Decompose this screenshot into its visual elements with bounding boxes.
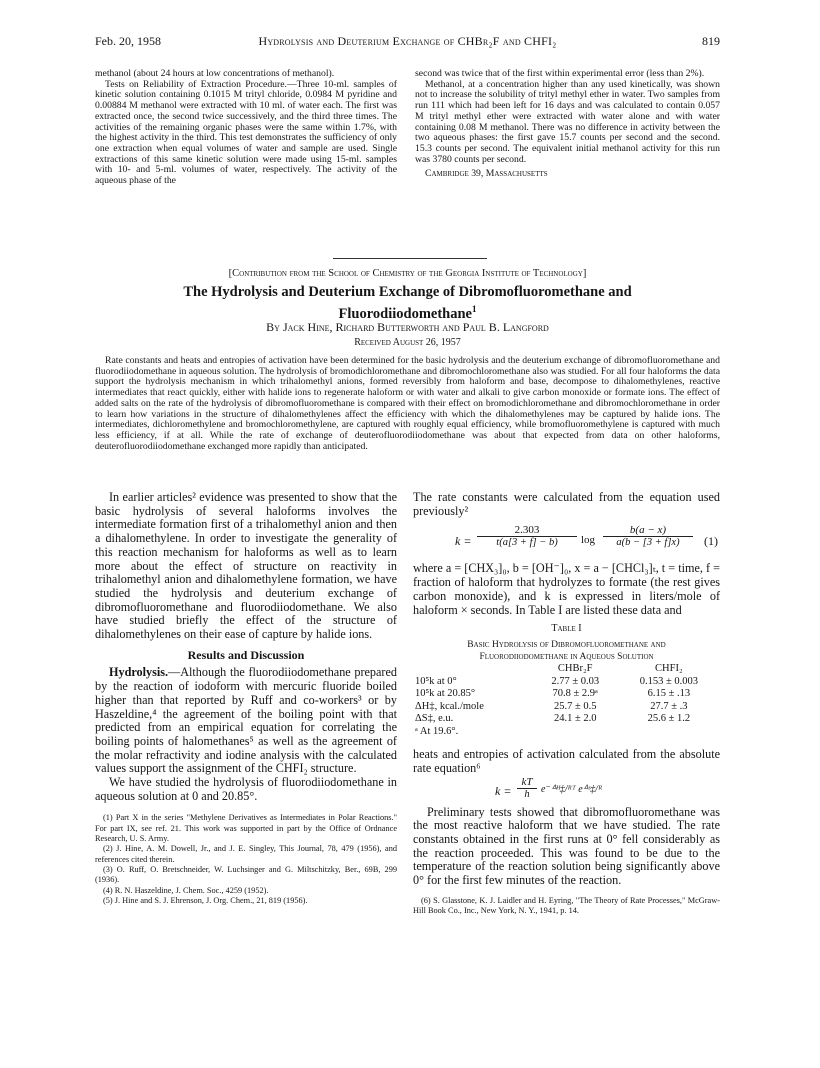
eq1-fraction-1 — [477, 524, 577, 548]
table-cell: 25.7 ± 0.5 — [553, 700, 597, 712]
footnote-3: (3) O. Ruff, O. Bretschneider, W. Luchsinger and G. Miltschitzky, Ber., 69B, 299 (1936). — [95, 864, 397, 885]
eq1-fraction-2 — [603, 524, 693, 548]
article-title — [95, 284, 720, 323]
intro-paragraph: In earlier articles² evidence was presented to show that the basic hydrolysis of several haloforms involves the intermediate formation first of a trihalomethyl anion and then a dihalomethylene. In order to investigate the generality of this reaction mechanism for haloforms as well as to learn more about the effect of structure on reactivity in trihalomethyl anion and dihalomethylene formation, we have studied the hydrolysis and deuterium exchange of dibromofluoromethane and fluorodiiodomethane. We also have studied briefly the effect of the structure of dihalomethylenes on their ease of capture by halide ions. — [95, 490, 397, 642]
eq2-denominator: h — [524, 788, 530, 800]
prev-right-para-1: second was twice that of the first within experimental error (less than 2%). — [415, 68, 705, 79]
hydrolysis-paragraph: —Although the fluorodiiodomethane prepared by the reaction of iodoform with mercuric fluoride boiled higher than that reported by Ruff and co-workers³ or by Haszeldine,⁴ the agreement of the boiling point with that predicted from an empirical equation for correlating the boiling points of halomethanes⁵ as well as the agreement of the molar refractivity and iodine analysis with the calculated values support the assignment of the CHFI₂ structure. — [95, 665, 397, 776]
table-cell: 70.8 ± 2.9ᵃ — [552, 688, 598, 700]
body-right-column — [413, 491, 720, 916]
table-title: Table I — [551, 623, 582, 635]
prev-right-para-2: Methanol, at a concentration higher than any used kinetically, was shown not to increase the solubility of trityl methyl ether in water. Two samples from run 111 which had been left for 16 days and was calculated to contain 0.057 M trityl methyl ether were extracted with water alone and with water containing 0.08 M methanol. There was no difference in activity between the two aqueous phases: the first gave 15.7 counts per second and the second. 15.3 counts per second. The equivalent initial methanol activity for this run was 3780 counts per second. — [415, 78, 720, 165]
table-footnote-row — [413, 726, 720, 739]
table-row — [413, 713, 720, 726]
equation-1 — [413, 522, 720, 562]
received-date: Received August 26, 1957 — [354, 337, 461, 348]
table-header-row — [413, 663, 720, 676]
eq2-numerator: kT — [517, 776, 537, 789]
running-header — [95, 34, 720, 50]
heats-paragraph: heats and entropies of activation calculated from the absolute rate equation⁶ — [413, 747, 720, 775]
eq1-denominator-2: a(b − [3 + f]x) — [616, 537, 680, 549]
eq2-exponential: e⁻ᐞᴴ‡/ᴿᵀ eᐞˢ‡/ᴿ — [541, 783, 603, 795]
eq2-fraction — [517, 776, 537, 800]
table-cell: 24.1 ± 2.0 — [553, 713, 597, 725]
footnote-1: (1) Part X in the series "Methylene Derivatives as Intermediates in Polar Reactions." For part IX, see ref. 21. This work was supported in part by the Office of Ordnance Research, U. S. Army. — [95, 813, 397, 844]
header-page-number: 819 — [702, 34, 720, 48]
table-row — [413, 676, 720, 689]
table-cell: 6.15 ± .13 — [647, 688, 691, 700]
eq1-label: (1) — [704, 534, 718, 549]
equation-2 — [413, 776, 720, 806]
header-date: Feb. 20, 1958 — [95, 34, 161, 48]
author-line: By Jack Hine, Richard Butterworth and Paul B. Langford — [266, 320, 549, 334]
prev-left-para-2: Tests on Reliability of Extraction Procedure.—Three 10-ml. samples of kinetic solution containing 0.1015 M trityl chloride, 0.0984 M pyridine and 0.00884 M methanol were extracted with 10 ml. of water each. The first was extracted once, the second twice successively, and the third three times. The activities of the remaining organic phases were the same within 1.7%, with the highest activity in the third. This test demonstrates the sufficiency of only one extraction when equal volumes of water and sample are used. Single extractions of this same kinetic solution were made using 15-ml. samples with 10- and 5-ml. volumes of water, respectively. The activity of the aqueous phase of the — [95, 78, 397, 187]
hydrolysis-run-in-heading: Hydrolysis. — [109, 665, 169, 680]
footnotes-left — [95, 813, 397, 906]
eq1-numerator-2: b(a − x) — [603, 524, 693, 537]
table-cell: 25.6 ± 1.2 — [647, 713, 691, 725]
section-heading: Results and Discussion — [187, 647, 305, 662]
table-cell: 27.7 ± .3 — [650, 700, 688, 712]
footnote-6: (6) S. Glasstone, K. J. Laidler and H. Eyring, "The Theory of Rate Processes," McGraw-Hill Book Co., Inc., New York, N. Y., 1941, p. 14. — [413, 895, 720, 916]
article-title-line-2: Fluorodiiodomethane — [338, 305, 472, 322]
table-cell: ΔH‡, kcal./mole — [415, 700, 484, 712]
table-row — [413, 701, 720, 714]
title-footnote-mark: 1 — [471, 304, 477, 314]
table-footnote: ᵃ At 19.6°. — [415, 725, 459, 737]
table-cell: 10⁵k at 0° — [415, 675, 457, 687]
footnote-2: (2) J. Hine, A. M. Dowell, Jr., and J. E. Singley, This Journal, 78, 479 (1956), and references cited therein. — [95, 844, 397, 864]
prev-article-left-column — [95, 69, 397, 187]
contribution-line: [Contribution from the School of Chemistry of the Georgia Institute of Technology] — [228, 268, 587, 279]
table-caption-line-2: Fluorodiiodomethane in Aqueous Solution — [479, 651, 654, 662]
prev-article-location: Cambridge 39, Massachusetts — [425, 168, 548, 180]
article-separator-rule — [333, 258, 487, 259]
studied-paragraph: We have studied the hydrolysis of fluorodiiodomethane in aqueous solution at 0 and 20.85°. — [95, 775, 397, 803]
where-paragraph: where a = [CHX₃]₀, b = [OH⁻]₀, x = a − [CHCl₃]ₜ, t = time, f = fraction of haloform that hydrolyzes to formate (the rest gives carbon monoxide), and k is expressed in liters/mole of haloform × seconds. In Table I are listed these data and — [413, 561, 720, 617]
eq1-log: log — [581, 534, 596, 547]
data-table — [413, 663, 720, 738]
footnote-5: (5) J. Hine and S. J. Ehrenson, J. Org. Chem., 21, 819 (1956). — [103, 895, 308, 905]
eq1-numerator-1: 2.303 — [477, 524, 577, 537]
eq1-lhs: k = — [455, 534, 472, 549]
prev-article-right-column — [415, 69, 720, 180]
eq2-lhs: k = — [495, 783, 512, 798]
table-cell: 2.77 ± 0.03 — [551, 675, 600, 687]
table-header-cell — [413, 663, 533, 676]
header-running-title: Hydrolysis and Deuterium Exchange of CHBr₂F and CHFI₂ — [258, 34, 557, 48]
table-cell: ΔS‡, e.u. — [415, 713, 454, 725]
preliminary-paragraph: Preliminary tests showed that dibromofluoromethane was the most reactive haloform that we have studied. The rate constants obtained in the first runs at 0° fell considerably as the reaction proceeded. This was found to be due to the temperature of the reaction solution being significantly above 0° for the first few minutes of the reaction. — [413, 804, 720, 888]
article-title-line-1: The Hydrolysis and Deuterium Exchange of Dibromofluoromethane and — [183, 284, 632, 300]
table-row — [413, 688, 720, 701]
body-left-column — [95, 491, 397, 906]
footnote-4: (4) R. N. Haszeldine, J. Chem. Soc., 4259 (1952). — [103, 885, 269, 895]
table-cell: 0.153 ± 0.003 — [639, 675, 698, 687]
rate-intro-paragraph: The rate constants were calculated from the equation used previously² — [413, 490, 720, 518]
table-cell: 10⁵k at 20.85° — [415, 688, 476, 700]
table-caption-line-1: Basic Hydrolysis of Dibromofluoromethane and — [467, 640, 666, 651]
eq1-denominator-1: t(a[3 + f] − b) — [496, 537, 558, 549]
table-caption — [413, 640, 720, 663]
table-header-cell: CHFI₂ — [655, 663, 683, 675]
abstract: Rate constants and heats and entropies of activation have been determined for the basic hydrolysis and the deuterium exchange of dibromofluoromethane and fluorodiiodomethane in aqueous solution. The hydrolysis of bromodichloromethane and dibromochloromethane also was studied. For all four haloforms the data support the hydrolysis mechanism in which trihalomethyl anions, formed reversibly from haloform and base, decompose to dihalomethylenes, reactive intermediates that react quickly, either with halide ions to regenerate haloform or with water and alkali to give carbon monoxide or formate ions. The effect of added salts on the rate of the hydrolysis of dibromofluoromethane is compared with their effect on bromodichloromethane and dibromochloromethane in order to learn how variations in the structure of dihalomethylenes affect the efficiency with which the dihalomethylenes may be captured by halide ions. The intermediates, dichloromethylene and bromochloromethylene, are captured with roughly equal efficiency, while bromofluoromethylene is captured with much less efficiency, if at all. While the rate of exchange of deuterofluorodiiodomethane was about that expected from data on other haloforms, deuterofluorodiiodomethane exchanged more rapidly than anticipated. — [95, 355, 720, 452]
table-header-cell: CHBr₂F — [557, 663, 593, 675]
prev-left-para-1: methanol (about 24 hours at low concentrations of methanol). — [95, 68, 335, 79]
